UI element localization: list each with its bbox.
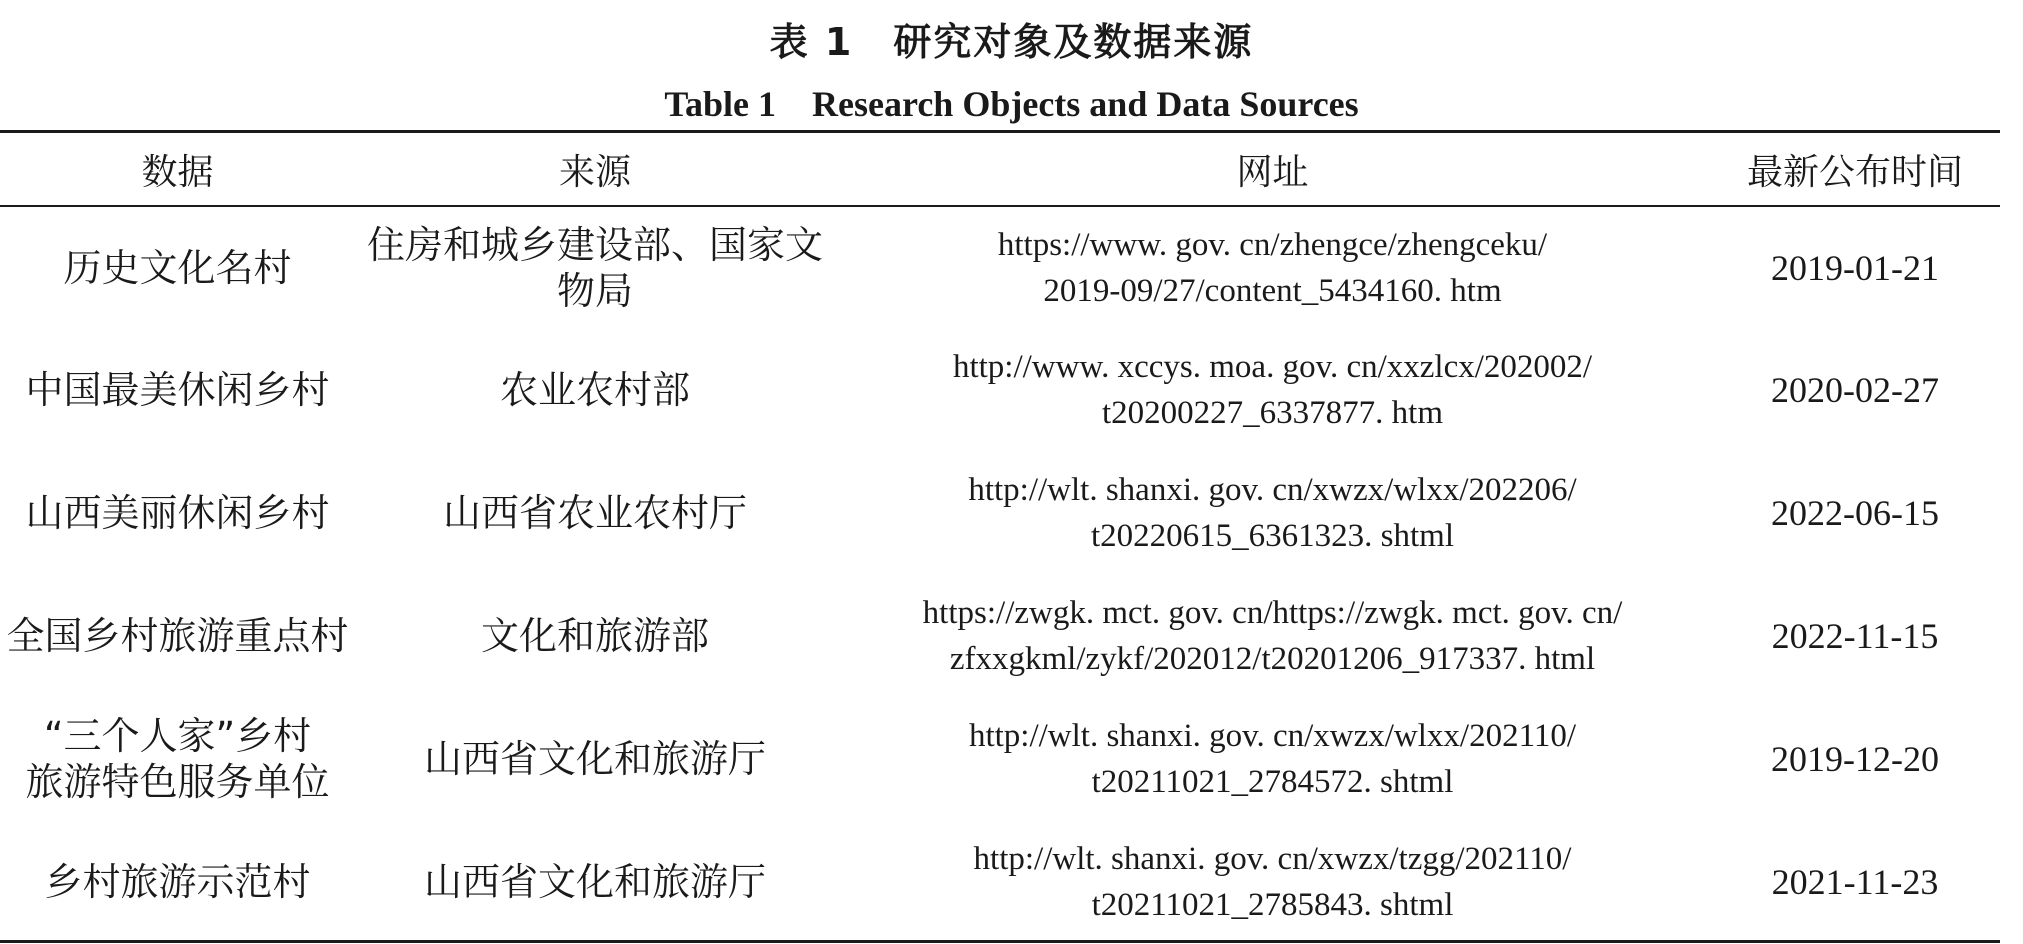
cell-url: http://wlt. shanxi. gov. cn/xwzx/wlxx/202110/ t20211021_2784572. shtml (968, 717, 1577, 800)
cell-date: 2022-11-15 (1771, 615, 1939, 656)
table-row (0, 451, 2000, 574)
table-title-cn: 表 1 研究对象及数据来源 (769, 20, 1254, 64)
cell-date: 2022-06-15 (1771, 492, 1939, 533)
cell-source: 山西省文化和旅游厅 (423, 736, 766, 781)
table-row (0, 328, 2000, 451)
cell-source: 农业农村部 (499, 367, 690, 412)
cell-date: 2019-01-21 (1771, 247, 1939, 288)
table-row (0, 820, 2000, 943)
cell-data: 山西美丽休闲乡村 (25, 490, 330, 535)
cell-source: 山西省文化和旅游厅 (423, 859, 766, 904)
cell-source: 山西省农业农村厅 (442, 490, 747, 535)
cell-url: http://www. xccys. moa. gov. cn/xxzlcx/202002/ t20200227_6337877. htm (952, 348, 1593, 431)
table-header-row (0, 133, 2000, 205)
table-row (0, 205, 2000, 328)
data-sources-table (0, 133, 2000, 943)
header-date: 最新公布时间 (1746, 151, 1963, 193)
cell-url: https://www. gov. cn/zhengce/zhengceku/ 2019-09/27/content_5434160. htm (997, 226, 1548, 309)
table-row (0, 574, 2000, 697)
header-source: 来源 (558, 151, 631, 193)
cell-data: 乡村旅游示范村 (44, 859, 311, 904)
table-row (0, 697, 2000, 820)
table-title-en: Table 1 Research Objects and Data Sources (664, 84, 1359, 124)
cell-data: “三个人家”乡村 旅游特色服务单位 (25, 713, 330, 804)
cell-data: 中国最美休闲乡村 (25, 367, 330, 412)
cell-source: 文化和旅游部 (480, 613, 709, 658)
cell-url: http://wlt. shanxi. gov. cn/xwzx/wlxx/202206/ t20220615_6361323. shtml (968, 471, 1577, 554)
cell-date: 2021-11-23 (1771, 861, 1939, 902)
header-url: 网址 (1236, 151, 1309, 193)
cell-date: 2019-12-20 (1771, 738, 1939, 779)
cell-data: 全国乡村旅游重点村 (6, 613, 349, 658)
cell-url: http://wlt. shanxi. gov. cn/xwzx/tzgg/202110/ t20211021_2785843. shtml (973, 840, 1572, 923)
cell-url: https://zwgk. mct. gov. cn/https://zwgk. mct. gov. cn/ zfxxgkml/zykf/202012/t20201206_917337. html (922, 594, 1623, 677)
cell-data: 历史文化名村 (63, 245, 292, 290)
cell-date: 2020-02-27 (1771, 369, 1939, 410)
header-data: 数据 (141, 151, 214, 193)
cell-source: 住房和城乡建设部、国家文物局 (366, 222, 823, 313)
